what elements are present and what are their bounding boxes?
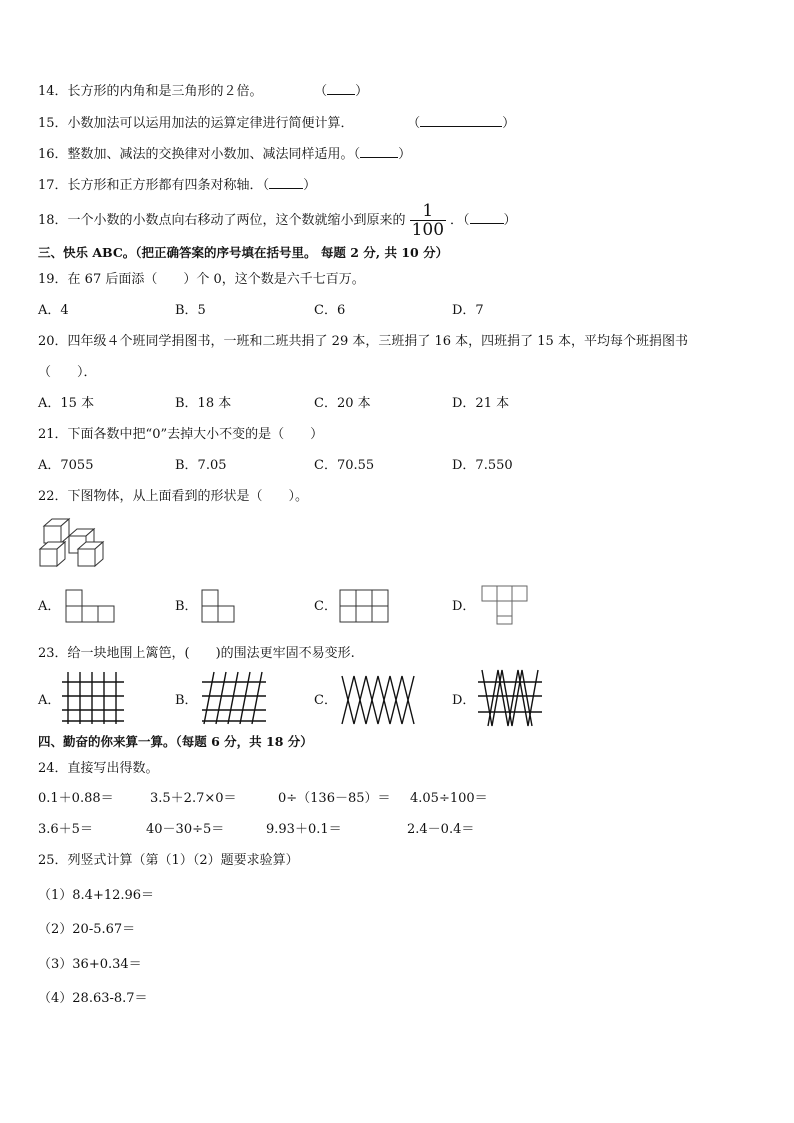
question-16 <box>38 145 411 164</box>
question-17 <box>38 176 316 195</box>
q21-option-c[interactable]: C．70.55 <box>314 458 375 473</box>
question-text: 长方形和正方形都有四条对称轴． <box>67 178 263 193</box>
question-number: 18． <box>38 213 68 228</box>
q23-option-c[interactable]: C． <box>314 693 337 708</box>
paren-open: （ <box>463 213 470 228</box>
paren-close: ） <box>502 116 516 131</box>
q22-option-b-figure[interactable] <box>201 589 237 625</box>
vertical-calc-item-1: （1）8.4+12.96＝ <box>38 888 155 903</box>
calc-item: 4.05÷100＝ <box>410 791 488 806</box>
vertical-calc-item-2: （2）20-5.67＝ <box>38 922 136 937</box>
vertical-calc-item-3: （3）36+0.34＝ <box>38 957 142 972</box>
question-number: 16． <box>38 147 68 162</box>
q21-option-d[interactable]: D．7.550 <box>452 458 513 473</box>
question-18 <box>38 202 517 239</box>
q21-option-a[interactable]: A．7055 <box>38 458 94 473</box>
question-14 <box>38 82 368 101</box>
question-21-text: 21．下面各数中把“0”去掉大小不变的是（ ） <box>38 427 324 442</box>
question-text: 小数加法可以运用加法的运算定律进行简便计算． <box>67 116 354 131</box>
q23-option-d[interactable]: D． <box>452 693 476 708</box>
q20-option-c[interactable]: C．20 本 <box>314 396 371 411</box>
q22-option-c[interactable]: C． <box>314 599 337 614</box>
q20-option-b[interactable]: B．18 本 <box>175 396 232 411</box>
calc-item: 0÷（136－85）＝ <box>278 791 391 806</box>
paren-open: （ <box>413 116 421 131</box>
q23-option-c-fence[interactable] <box>340 672 418 728</box>
q19-option-c[interactable]: C．6 <box>314 303 346 318</box>
q19-option-b[interactable]: B．5 <box>175 303 206 318</box>
q23-option-d-fence[interactable] <box>476 668 544 730</box>
question-15 <box>38 114 515 133</box>
q19-option-a[interactable]: A．4 <box>38 303 69 318</box>
fraction-denominator: 100 <box>411 220 445 240</box>
question-text: 长方形的内角和是三角形的２倍。 <box>67 84 263 99</box>
paren-close: ） <box>303 178 317 193</box>
vertical-calc-item-4: （4）28.63-8.7＝ <box>38 991 148 1006</box>
answer-blank[interactable] <box>327 82 355 95</box>
answer-blank[interactable] <box>470 211 504 224</box>
q19-option-d[interactable]: D．7 <box>452 303 484 318</box>
question-number: 14． <box>38 84 68 99</box>
q23-option-a[interactable]: A． <box>38 693 61 708</box>
paren-close: ） <box>398 147 412 162</box>
q20-option-d[interactable]: D．21 本 <box>452 396 510 411</box>
cube-stack-figure <box>38 518 110 570</box>
question-text: 整数加、减法的交换律对小数加、减法同样适用。 <box>67 147 354 162</box>
q22-option-c-figure[interactable] <box>339 589 389 625</box>
question-24-text: 24．直接写出得数。 <box>38 761 159 776</box>
answer-blank[interactable] <box>269 176 303 189</box>
paren-open: （ <box>353 147 361 162</box>
punct: ． <box>450 213 464 228</box>
calc-item: 3.6＋5＝ <box>38 822 93 837</box>
question-19-text: 19．在 67 后面添（ ）个 0，这个数是六千七百万。 <box>38 272 365 287</box>
fraction-numerator: 1 <box>410 202 446 221</box>
section-4-heading: 四、勤奋的你来算一算。（每题 6 分，共 18 分） <box>38 734 313 749</box>
q23-option-b[interactable]: B． <box>175 693 198 708</box>
answer-blank[interactable] <box>420 114 502 127</box>
paren-open: （ <box>320 84 328 99</box>
q20-option-a[interactable]: A．15 本 <box>38 396 95 411</box>
question-20-text: 20．四年级４个班同学捐图书，一班和二班共捐了 29 本，三班捐了 16 本，四班捐了 15 本，平均每个班捐图书 <box>38 334 688 349</box>
paren-close: ） <box>503 213 517 228</box>
question-22-text: 22．下图物体，从上面看到的形状是（ ）。 <box>38 489 309 504</box>
calc-item: 9.93＋0.1＝ <box>266 822 342 837</box>
paren-open: （ <box>262 178 270 193</box>
question-23-text: 23．给一块地围上篱笆，( )的围法更牢固不易变形. <box>38 646 355 661</box>
calc-item: 0.1＋0.88＝ <box>38 791 114 806</box>
q22-option-d[interactable]: D． <box>452 599 476 614</box>
calc-item: 3.5＋2.7×0＝ <box>150 791 237 806</box>
q21-option-b[interactable]: B．7.05 <box>175 458 227 473</box>
q22-option-a-figure[interactable] <box>65 589 115 625</box>
q22-option-a[interactable]: A． <box>38 599 61 614</box>
question-25-text: 25．列竖式计算（第（1）（2）题要求验算） <box>38 853 299 868</box>
paren-close: ） <box>355 84 369 99</box>
q23-option-a-fence[interactable] <box>60 670 126 726</box>
q23-option-b-fence[interactable] <box>200 670 268 726</box>
calc-item: 2.4－0.4＝ <box>407 822 475 837</box>
fraction <box>410 202 446 239</box>
section-3-heading: 三、快乐 ABC。（把正确答案的序号填在括号里。 每题 2 分, 共 10 分） <box>38 245 449 260</box>
q22-option-d-figure[interactable] <box>481 585 531 625</box>
question-number: 17． <box>38 178 68 193</box>
question-text: 一个小数的小数点向右移动了两位，这个数就缩小到原来的 <box>67 213 406 228</box>
question-20-paren: （ ）． <box>38 365 97 380</box>
calc-item: 40－30÷5＝ <box>146 822 225 837</box>
answer-blank[interactable] <box>360 145 398 158</box>
question-number: 15． <box>38 116 68 131</box>
q22-option-b[interactable]: B． <box>175 599 198 614</box>
